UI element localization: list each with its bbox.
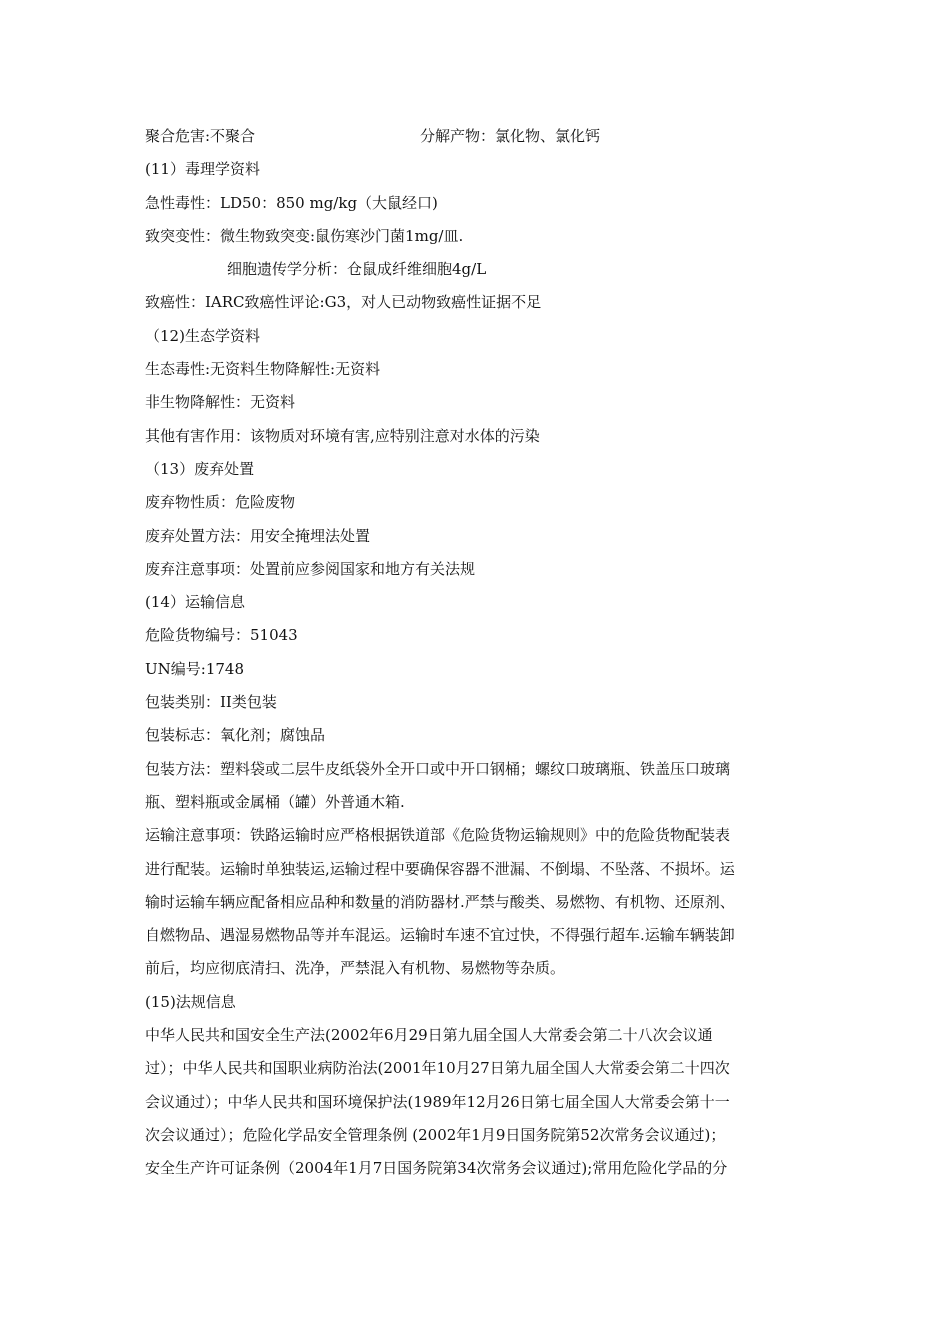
text-line: 致突变性：微生物致突变:鼠伤寒沙门菌1mg/皿. bbox=[145, 226, 464, 245]
text-line: 瓶、塑料瓶或金属桶（罐）外普通木箱. bbox=[145, 792, 405, 811]
text-line: 其他有害作用：该物质对环境有害,应特别注意对水体的污染 bbox=[145, 426, 540, 445]
section-heading: (11）毒理学资料 bbox=[145, 160, 260, 179]
text-line: 生态毒性:无资料生物降解性:无资料 bbox=[145, 360, 381, 379]
text-line: 运输注意事项：铁路运输时应严格根据铁道部《危险货物运输规则》中的危险货物配装表 bbox=[145, 826, 731, 845]
text-line: 废弃物性质：危险废物 bbox=[145, 493, 296, 512]
text-line: 自燃物品、遇湿易燃物品等并车混运。运输时车速不宜过快，不得强行超车.运输车辆装卸 bbox=[145, 926, 735, 945]
text-line: 致癌性：IARC致癌性评论:G3，对人已动物致癌性证据不足 bbox=[145, 293, 542, 312]
text-line: 安全生产许可证条例（2004年1月7日国务院第34次常务会议通过);常用危险化学品的分 bbox=[145, 1159, 728, 1178]
text-line: 输时运输车辆应配备相应品种和数量的消防器材.严禁与酸类、易燃物、有机物、还原剂、 bbox=[145, 892, 735, 911]
text-line: 进行配装。运输时单独装运,运输过程中要确保容器不泄漏、不倒塌、不坠落、不损坏。运 bbox=[145, 859, 735, 878]
text-segment: 分解产物：氯化物、氯化钙 bbox=[420, 127, 601, 145]
text-line: 废弃处置方法：用安全掩埋法处置 bbox=[145, 526, 371, 545]
text-line: 包装标志：氧化剂；腐蚀品 bbox=[145, 726, 326, 745]
section-heading: (14）运输信息 bbox=[145, 593, 245, 612]
section-heading: （13）废弃处置 bbox=[145, 459, 255, 478]
text-line bbox=[145, 120, 815, 153]
text-line: 次会议通过）；危险化学品安全管理条例 (2002年1月9日国务院第52次常务会议通过)； bbox=[145, 1125, 726, 1144]
section-heading: （12)生态学资料 bbox=[145, 326, 260, 345]
text-line: 废弃注意事项：处置前应参阅国家和地方有关法规 bbox=[145, 559, 476, 578]
text-line: 细胞遗传学分析：仓鼠成纤维细胞4g/L bbox=[227, 260, 487, 279]
text-line: 包装类别：II类包装 bbox=[145, 693, 277, 712]
document-page bbox=[145, 120, 815, 1186]
text-line: 前后，均应彻底清扫、洗净，严禁混入有机物、易燃物等杂质。 bbox=[145, 959, 566, 978]
text-line: 过）；中华人民共和国职业病防治法(2001年10月27日第九届全国人大常委会第二十四次 bbox=[145, 1059, 730, 1078]
text-segment: 聚合危害:不聚合 bbox=[145, 127, 256, 145]
text-line: 急性毒性：LD50：850 mg/kg（大鼠经口) bbox=[145, 193, 438, 212]
text-line: 中华人民共和国安全生产法(2002年6月29日第九届全国人大常委会第二十八次会议通 bbox=[145, 1026, 713, 1045]
text-line: 非生物降解性：无资料 bbox=[145, 393, 296, 412]
text-line: 包装方法：塑料袋或二层牛皮纸袋外全开口或中开口钢桶；螺纹口玻璃瓶、铁盖压口玻璃 bbox=[145, 759, 731, 778]
section-heading: (15)法规信息 bbox=[145, 992, 236, 1011]
text-line: UN编号:1748 bbox=[145, 659, 244, 678]
text-line: 危险货物编号：51043 bbox=[145, 626, 298, 645]
text-line: 会议通过）；中华人民共和国环境保护法(1989年12月26日第七届全国人大常委会第十一 bbox=[145, 1092, 730, 1111]
